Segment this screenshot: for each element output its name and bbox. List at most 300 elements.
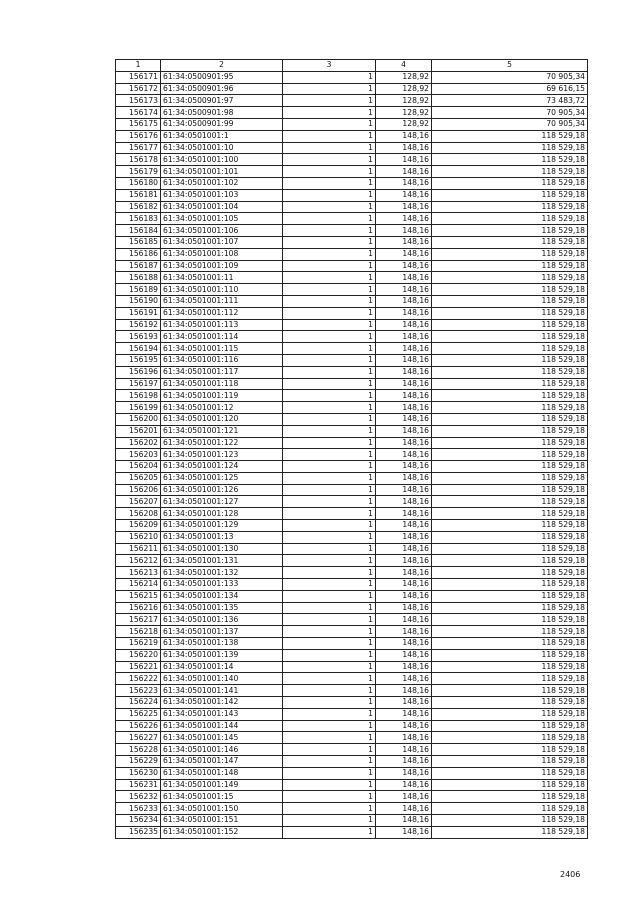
value-cell: 118 529,18: [432, 154, 588, 166]
table-row: [116, 508, 588, 520]
area-cell: 148,16: [376, 260, 432, 272]
area-cell: 148,16: [376, 295, 432, 307]
cadastral-number-cell: 61:34:0501001:106: [161, 225, 283, 237]
value-cell: 118 529,18: [432, 307, 588, 319]
table-row: [116, 225, 588, 237]
table-row: [116, 118, 588, 130]
area-cell: 148,16: [376, 449, 432, 461]
value-cell: 118 529,18: [432, 331, 588, 343]
row-number-cell: 156226: [116, 720, 161, 732]
table-row: [116, 567, 588, 579]
cadastral-number-cell: 61:34:0501001:111: [161, 295, 283, 307]
value-cell: 118 529,18: [432, 697, 588, 709]
table-row: [116, 236, 588, 248]
table-row: [116, 626, 588, 638]
row-number-cell: 156183: [116, 213, 161, 225]
quantity-cell: 1: [283, 626, 376, 638]
table-row: [116, 531, 588, 543]
row-number-cell: 156233: [116, 803, 161, 815]
quantity-cell: 1: [283, 390, 376, 402]
area-cell: 148,16: [376, 142, 432, 154]
quantity-cell: 1: [283, 236, 376, 248]
table-row: [116, 83, 588, 95]
row-number-cell: 156231: [116, 779, 161, 791]
quantity-cell: 1: [283, 496, 376, 508]
quantity-cell: 1: [283, 708, 376, 720]
cadastral-number-cell: 61:34:0501001:136: [161, 614, 283, 626]
row-number-cell: 156178: [116, 154, 161, 166]
quantity-cell: 1: [283, 272, 376, 284]
value-cell: 118 529,18: [432, 614, 588, 626]
cadastral-number-cell: 61:34:0501001:120: [161, 413, 283, 425]
value-cell: 118 529,18: [432, 791, 588, 803]
quantity-cell: 1: [283, 767, 376, 779]
quantity-cell: 1: [283, 614, 376, 626]
table-row: [116, 189, 588, 201]
table-row: [116, 756, 588, 768]
area-cell: 148,16: [376, 284, 432, 296]
quantity-cell: 1: [283, 118, 376, 130]
value-cell: 118 529,18: [432, 803, 588, 815]
area-cell: 148,16: [376, 555, 432, 567]
table-row: [116, 720, 588, 732]
quantity-cell: 1: [283, 248, 376, 260]
value-cell: 118 529,18: [432, 638, 588, 650]
row-number-cell: 156222: [116, 673, 161, 685]
row-number-cell: 156187: [116, 260, 161, 272]
cadastral-number-cell: 61:34:0501001:124: [161, 461, 283, 473]
quantity-cell: 1: [283, 366, 376, 378]
quantity-cell: 1: [283, 260, 376, 272]
quantity-cell: 1: [283, 189, 376, 201]
row-number-cell: 156208: [116, 508, 161, 520]
cadastral-number-cell: 61:34:0501001:12: [161, 402, 283, 414]
table-row: [116, 71, 588, 83]
row-number-cell: 156194: [116, 343, 161, 355]
area-cell: 148,16: [376, 343, 432, 355]
row-number-cell: 156220: [116, 649, 161, 661]
value-cell: 118 529,18: [432, 744, 588, 756]
area-cell: 148,16: [376, 484, 432, 496]
row-number-cell: 156191: [116, 307, 161, 319]
table-row: [116, 779, 588, 791]
cadastral-number-cell: 61:34:0501001:119: [161, 390, 283, 402]
table-row: [116, 260, 588, 272]
quantity-cell: 1: [283, 142, 376, 154]
quantity-cell: 1: [283, 225, 376, 237]
area-cell: 148,16: [376, 496, 432, 508]
row-number-cell: 156215: [116, 590, 161, 602]
row-number-cell: 156196: [116, 366, 161, 378]
table-row: [116, 130, 588, 142]
row-number-cell: 156205: [116, 472, 161, 484]
cadastral-number-cell: 61:34:0501001:110: [161, 284, 283, 296]
value-cell: 73 483,72: [432, 95, 588, 107]
row-number-cell: 156228: [116, 744, 161, 756]
row-number-cell: 156182: [116, 201, 161, 213]
value-cell: 118 529,18: [432, 437, 588, 449]
area-cell: 148,16: [376, 236, 432, 248]
area-cell: 128,92: [376, 83, 432, 95]
area-cell: 148,16: [376, 189, 432, 201]
area-cell: 148,16: [376, 461, 432, 473]
area-cell: 148,16: [376, 708, 432, 720]
table-row: [116, 815, 588, 827]
value-cell: 118 529,18: [432, 484, 588, 496]
area-cell: 148,16: [376, 378, 432, 390]
table-header: [116, 60, 588, 72]
cadastral-number-cell: 61:34:0501001:141: [161, 685, 283, 697]
area-cell: 148,16: [376, 579, 432, 591]
value-cell: 118 529,18: [432, 472, 588, 484]
value-cell: 118 529,18: [432, 284, 588, 296]
quantity-cell: 1: [283, 779, 376, 791]
area-cell: 148,16: [376, 413, 432, 425]
cadastral-number-cell: 61:34:0501001:10: [161, 142, 283, 154]
row-number-cell: 156185: [116, 236, 161, 248]
column-header-4: 4: [376, 60, 432, 72]
table-row: [116, 107, 588, 119]
value-cell: 118 529,18: [432, 732, 588, 744]
cadastral-number-cell: 61:34:0501001:15: [161, 791, 283, 803]
area-cell: 148,16: [376, 590, 432, 602]
cadastral-number-cell: 61:34:0501001:134: [161, 590, 283, 602]
area-cell: 148,16: [376, 248, 432, 260]
table-row: [116, 378, 588, 390]
value-cell: 118 529,18: [432, 366, 588, 378]
value-cell: 118 529,18: [432, 272, 588, 284]
value-cell: 118 529,18: [432, 166, 588, 178]
row-number-cell: 156192: [116, 319, 161, 331]
table-row: [116, 791, 588, 803]
area-cell: 148,16: [376, 614, 432, 626]
row-number-cell: 156176: [116, 130, 161, 142]
row-number-cell: 156218: [116, 626, 161, 638]
row-number-cell: 156193: [116, 331, 161, 343]
area-cell: 148,16: [376, 225, 432, 237]
area-cell: 148,16: [376, 649, 432, 661]
area-cell: 128,92: [376, 107, 432, 119]
quantity-cell: 1: [283, 378, 376, 390]
row-number-cell: 156221: [116, 661, 161, 673]
value-cell: 118 529,18: [432, 295, 588, 307]
cadastral-number-cell: 61:34:0501001:129: [161, 520, 283, 532]
cadastral-number-cell: 61:34:0501001:123: [161, 449, 283, 461]
row-number-cell: 156188: [116, 272, 161, 284]
cadastral-number-cell: 61:34:0501001:133: [161, 579, 283, 591]
value-cell: 118 529,18: [432, 520, 588, 532]
table-row: [116, 272, 588, 284]
cadastral-number-cell: 61:34:0501001:104: [161, 201, 283, 213]
area-cell: 148,16: [376, 626, 432, 638]
area-cell: 148,16: [376, 177, 432, 189]
table-row: [116, 142, 588, 154]
row-number-cell: 156180: [116, 177, 161, 189]
table-row: [116, 213, 588, 225]
row-number-cell: 156174: [116, 107, 161, 119]
row-number-cell: 156213: [116, 567, 161, 579]
value-cell: 118 529,18: [432, 815, 588, 827]
row-number-cell: 156232: [116, 791, 161, 803]
quantity-cell: 1: [283, 744, 376, 756]
quantity-cell: 1: [283, 472, 376, 484]
row-number-cell: 156171: [116, 71, 161, 83]
table-row: [116, 732, 588, 744]
cadastral-number-cell: 61:34:0500901:98: [161, 107, 283, 119]
cadastral-number-cell: 61:34:0501001:143: [161, 708, 283, 720]
table-row: [116, 295, 588, 307]
quantity-cell: 1: [283, 649, 376, 661]
area-cell: 148,16: [376, 697, 432, 709]
quantity-cell: 1: [283, 661, 376, 673]
value-cell: 118 529,18: [432, 343, 588, 355]
page-number: 2406: [560, 870, 581, 879]
table-row: [116, 284, 588, 296]
quantity-cell: 1: [283, 791, 376, 803]
cadastral-number-cell: 61:34:0500901:99: [161, 118, 283, 130]
quantity-cell: 1: [283, 697, 376, 709]
value-cell: 118 529,18: [432, 413, 588, 425]
cadastral-number-cell: 61:34:0501001:11: [161, 272, 283, 284]
quantity-cell: 1: [283, 685, 376, 697]
table-row: [116, 354, 588, 366]
quantity-cell: 1: [283, 590, 376, 602]
row-number-cell: 156201: [116, 425, 161, 437]
quantity-cell: 1: [283, 319, 376, 331]
value-cell: 118 529,18: [432, 756, 588, 768]
area-cell: 148,16: [376, 272, 432, 284]
area-cell: 148,16: [376, 638, 432, 650]
quantity-cell: 1: [283, 815, 376, 827]
row-number-cell: 156190: [116, 295, 161, 307]
area-cell: 148,16: [376, 402, 432, 414]
quantity-cell: 1: [283, 567, 376, 579]
area-cell: 148,16: [376, 166, 432, 178]
quantity-cell: 1: [283, 343, 376, 355]
cadastral-number-cell: 61:34:0500901:95: [161, 71, 283, 83]
cadastral-number-cell: 61:34:0501001:140: [161, 673, 283, 685]
quantity-cell: 1: [283, 107, 376, 119]
data-table: [115, 59, 588, 839]
cadastral-number-cell: 61:34:0501001:147: [161, 756, 283, 768]
column-header-5: 5: [432, 60, 588, 72]
quantity-cell: 1: [283, 307, 376, 319]
cadastral-number-cell: 61:34:0500901:96: [161, 83, 283, 95]
table-row: [116, 166, 588, 178]
area-cell: 148,16: [376, 791, 432, 803]
row-number-cell: 156214: [116, 579, 161, 591]
area-cell: 148,16: [376, 154, 432, 166]
cadastral-number-cell: 61:34:0501001:130: [161, 543, 283, 555]
value-cell: 118 529,18: [432, 779, 588, 791]
cadastral-number-cell: 61:34:0501001:144: [161, 720, 283, 732]
table-row: [116, 767, 588, 779]
value-cell: 118 529,18: [432, 661, 588, 673]
value-cell: 118 529,18: [432, 543, 588, 555]
cadastral-number-cell: 61:34:0501001:108: [161, 248, 283, 260]
table-row: [116, 402, 588, 414]
area-cell: 148,16: [376, 744, 432, 756]
area-cell: 148,16: [376, 803, 432, 815]
table-row: [116, 826, 588, 838]
cadastral-number-cell: 61:34:0501001:105: [161, 213, 283, 225]
header-row: [116, 60, 588, 72]
table-row: [116, 95, 588, 107]
value-cell: 118 529,18: [432, 685, 588, 697]
table-row: [116, 590, 588, 602]
quantity-cell: 1: [283, 602, 376, 614]
row-number-cell: 156225: [116, 708, 161, 720]
quantity-cell: 1: [283, 520, 376, 532]
table-row: [116, 579, 588, 591]
table-row: [116, 708, 588, 720]
area-cell: 148,16: [376, 425, 432, 437]
value-cell: 118 529,18: [432, 260, 588, 272]
table-row: [116, 543, 588, 555]
table-row: [116, 661, 588, 673]
value-cell: 118 529,18: [432, 720, 588, 732]
row-number-cell: 156204: [116, 461, 161, 473]
cadastral-number-cell: 61:34:0501001:125: [161, 472, 283, 484]
cadastral-number-cell: 61:34:0501001:112: [161, 307, 283, 319]
row-number-cell: 156195: [116, 354, 161, 366]
row-number-cell: 156219: [116, 638, 161, 650]
quantity-cell: 1: [283, 732, 376, 744]
row-number-cell: 156210: [116, 531, 161, 543]
quantity-cell: 1: [283, 555, 376, 567]
row-number-cell: 156206: [116, 484, 161, 496]
value-cell: 70 905,34: [432, 71, 588, 83]
quantity-cell: 1: [283, 531, 376, 543]
cadastral-number-cell: 61:34:0501001:138: [161, 638, 283, 650]
table-body: [116, 71, 588, 838]
cadastral-number-cell: 61:34:0501001:102: [161, 177, 283, 189]
quantity-cell: 1: [283, 83, 376, 95]
value-cell: 118 529,18: [432, 531, 588, 543]
row-number-cell: 156230: [116, 767, 161, 779]
column-header-1: 1: [116, 60, 161, 72]
cadastral-number-cell: 61:34:0501001:146: [161, 744, 283, 756]
table-row: [116, 343, 588, 355]
row-number-cell: 156223: [116, 685, 161, 697]
table-row: [116, 496, 588, 508]
value-cell: 118 529,18: [432, 378, 588, 390]
area-cell: 128,92: [376, 71, 432, 83]
quantity-cell: 1: [283, 756, 376, 768]
cadastral-number-cell: 61:34:0501001:101: [161, 166, 283, 178]
area-cell: 148,16: [376, 756, 432, 768]
quantity-cell: 1: [283, 154, 376, 166]
table-row: [116, 484, 588, 496]
value-cell: 118 529,18: [432, 567, 588, 579]
area-cell: 148,16: [376, 779, 432, 791]
row-number-cell: 156229: [116, 756, 161, 768]
row-number-cell: 156184: [116, 225, 161, 237]
row-number-cell: 156177: [116, 142, 161, 154]
area-cell: 128,92: [376, 118, 432, 130]
cadastral-number-cell: 61:34:0501001:115: [161, 343, 283, 355]
cadastral-number-cell: 61:34:0501001:152: [161, 826, 283, 838]
area-cell: 148,16: [376, 472, 432, 484]
value-cell: 118 529,18: [432, 555, 588, 567]
value-cell: 118 529,18: [432, 767, 588, 779]
value-cell: 118 529,18: [432, 626, 588, 638]
quantity-cell: 1: [283, 413, 376, 425]
row-number-cell: 156198: [116, 390, 161, 402]
cadastral-number-cell: 61:34:0501001:148: [161, 767, 283, 779]
cadastral-number-cell: 61:34:0501001:132: [161, 567, 283, 579]
value-cell: 118 529,18: [432, 319, 588, 331]
row-number-cell: 156189: [116, 284, 161, 296]
cadastral-number-cell: 61:34:0501001:149: [161, 779, 283, 791]
value-cell: 118 529,18: [432, 673, 588, 685]
area-cell: 148,16: [376, 720, 432, 732]
value-cell: 118 529,18: [432, 508, 588, 520]
quantity-cell: 1: [283, 508, 376, 520]
area-cell: 148,16: [376, 307, 432, 319]
value-cell: 118 529,18: [432, 390, 588, 402]
cadastral-number-cell: 61:34:0501001:151: [161, 815, 283, 827]
table-row: [116, 437, 588, 449]
table-row: [116, 803, 588, 815]
quantity-cell: 1: [283, 213, 376, 225]
cadastral-number-cell: 61:34:0501001:14: [161, 661, 283, 673]
area-cell: 148,16: [376, 130, 432, 142]
table-row: [116, 744, 588, 756]
row-number-cell: 156172: [116, 83, 161, 95]
area-cell: 148,16: [376, 213, 432, 225]
quantity-cell: 1: [283, 177, 376, 189]
value-cell: 118 529,18: [432, 402, 588, 414]
area-cell: 148,16: [376, 602, 432, 614]
quantity-cell: 1: [283, 720, 376, 732]
value-cell: 118 529,18: [432, 201, 588, 213]
area-cell: 148,16: [376, 366, 432, 378]
quantity-cell: 1: [283, 449, 376, 461]
value-cell: 118 529,18: [432, 177, 588, 189]
value-cell: 118 529,18: [432, 449, 588, 461]
value-cell: 118 529,18: [432, 602, 588, 614]
row-number-cell: 156207: [116, 496, 161, 508]
area-cell: 128,92: [376, 95, 432, 107]
value-cell: 118 529,18: [432, 130, 588, 142]
row-number-cell: 156209: [116, 520, 161, 532]
row-number-cell: 156212: [116, 555, 161, 567]
area-cell: 148,16: [376, 319, 432, 331]
row-number-cell: 156203: [116, 449, 161, 461]
quantity-cell: 1: [283, 437, 376, 449]
area-cell: 148,16: [376, 685, 432, 697]
area-cell: 148,16: [376, 567, 432, 579]
row-number-cell: 156227: [116, 732, 161, 744]
cadastral-number-cell: 61:34:0501001:145: [161, 732, 283, 744]
value-cell: 118 529,18: [432, 354, 588, 366]
value-cell: 118 529,18: [432, 461, 588, 473]
cadastral-number-cell: 61:34:0501001:135: [161, 602, 283, 614]
table-row: [116, 201, 588, 213]
cadastral-number-cell: 61:34:0501001:128: [161, 508, 283, 520]
quantity-cell: 1: [283, 284, 376, 296]
cadastral-number-cell: 61:34:0501001:1: [161, 130, 283, 142]
quantity-cell: 1: [283, 130, 376, 142]
table-row: [116, 331, 588, 343]
row-number-cell: 156199: [116, 402, 161, 414]
cadastral-number-cell: 61:34:0501001:122: [161, 437, 283, 449]
row-number-cell: 156173: [116, 95, 161, 107]
value-cell: 118 529,18: [432, 649, 588, 661]
area-cell: 148,16: [376, 331, 432, 343]
row-number-cell: 156234: [116, 815, 161, 827]
